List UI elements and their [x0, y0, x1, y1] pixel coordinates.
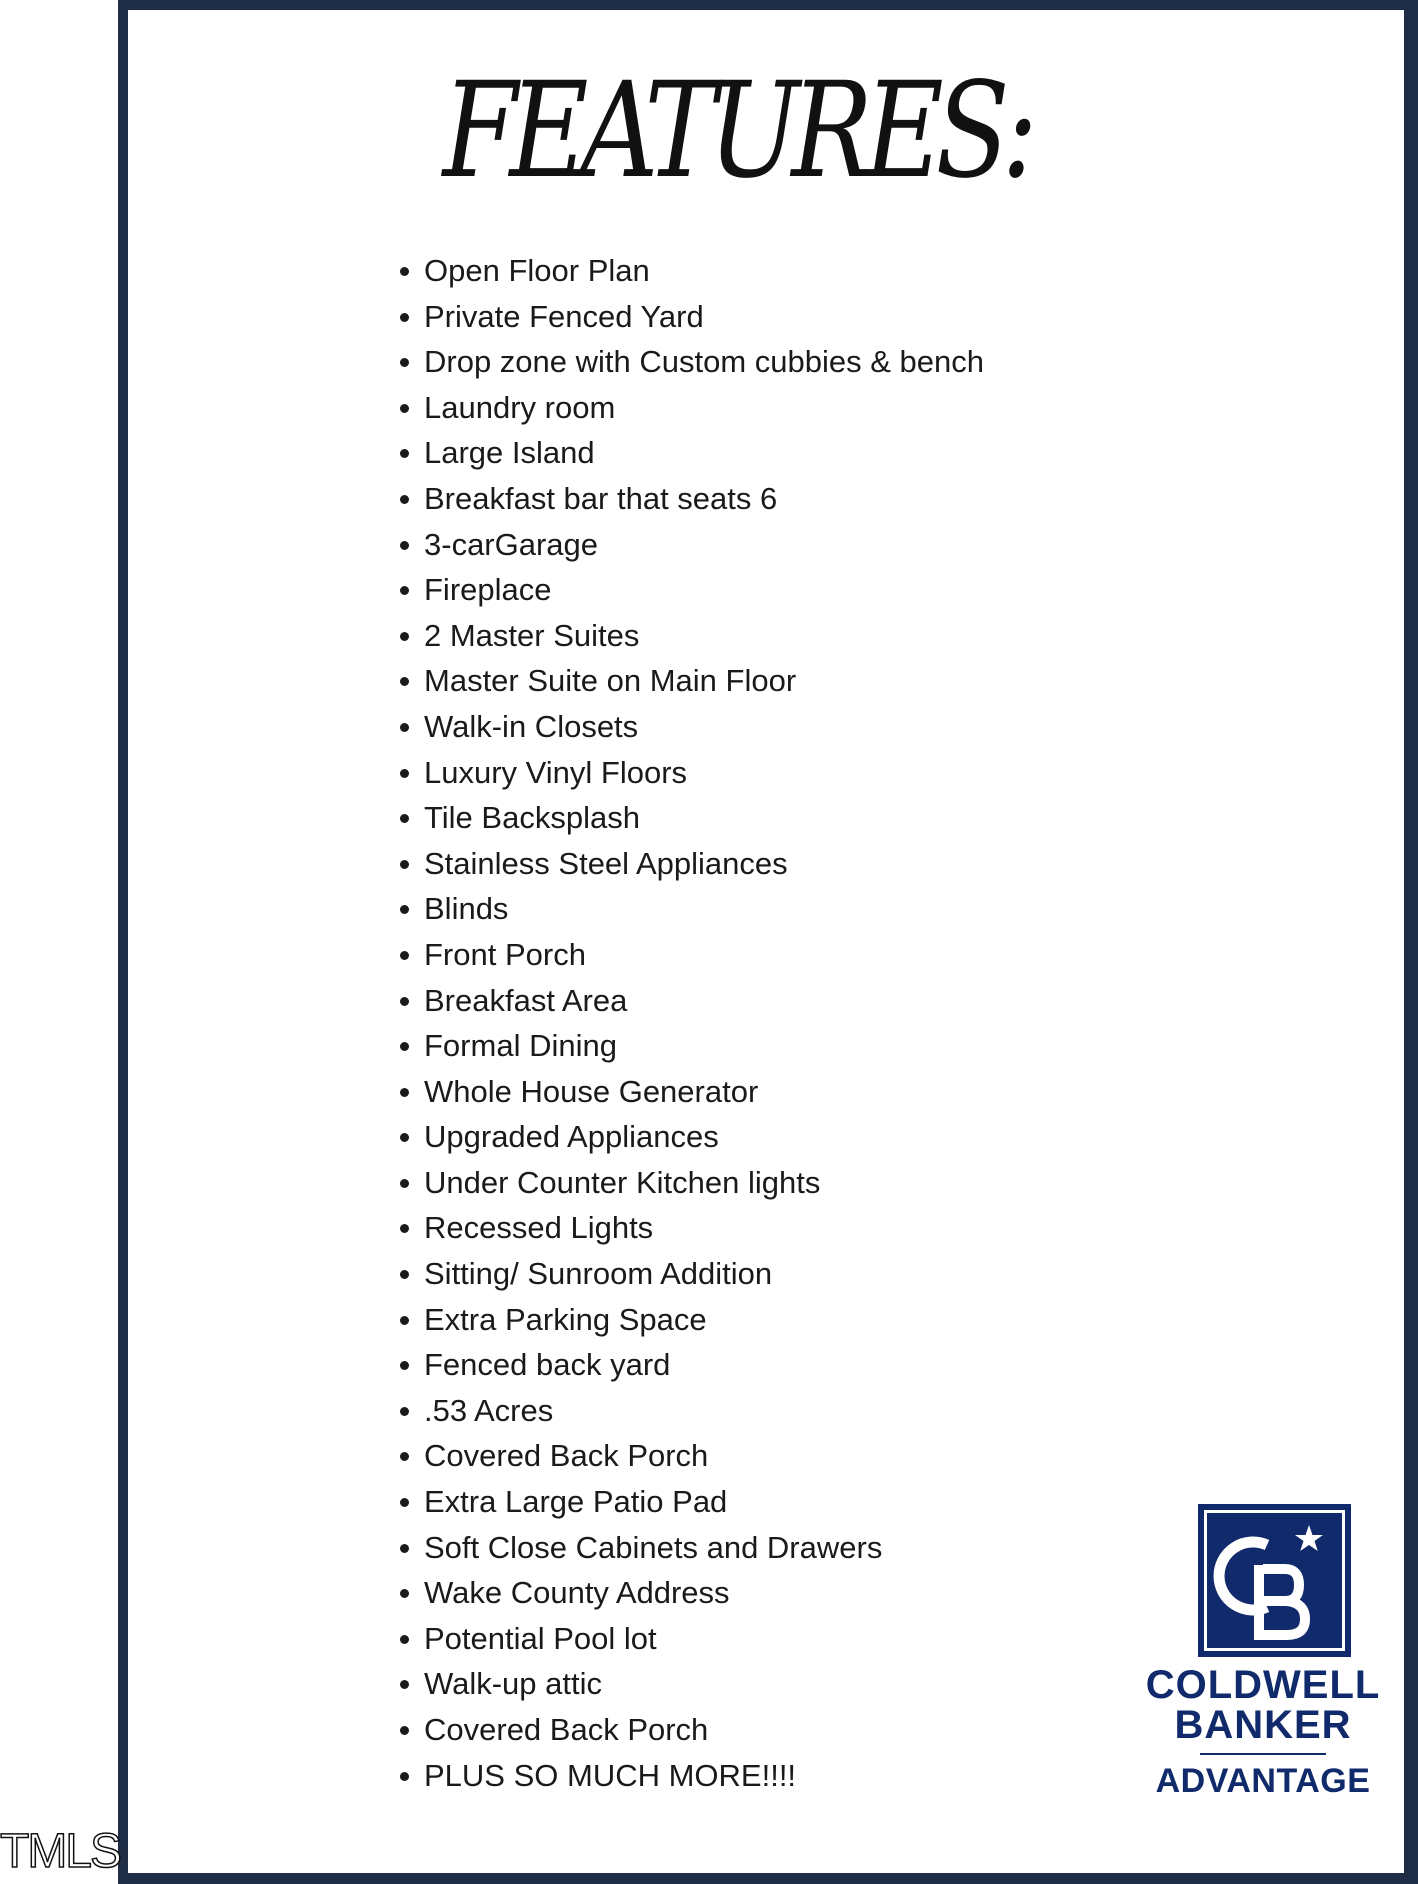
feature-text: Large Island — [424, 435, 595, 471]
feature-item — [400, 750, 984, 796]
bullet-icon — [400, 586, 409, 595]
feature-text: Fireplace — [424, 572, 552, 608]
feature-text: .53 Acres — [424, 1392, 554, 1428]
bullet-icon — [400, 951, 409, 960]
bullet-icon — [400, 1270, 409, 1279]
feature-text: Private Fenced Yard — [424, 298, 704, 334]
feature-item — [400, 1069, 984, 1115]
feature-item — [400, 339, 984, 385]
feature-item — [400, 1433, 984, 1479]
feature-item — [400, 1707, 984, 1753]
feature-item — [400, 1570, 984, 1616]
logo-badge — [1198, 1504, 1351, 1657]
cb-monogram-icon — [1201, 1507, 1348, 1654]
feature-text: Stainless Steel Appliances — [424, 845, 788, 881]
bullet-icon — [400, 1179, 409, 1188]
bullet-icon — [400, 1361, 409, 1370]
bullet-icon — [400, 1042, 409, 1051]
feature-text: Drop zone with Custom cubbies & bench — [424, 344, 985, 380]
bullet-icon — [400, 1133, 409, 1142]
feature-text: Soft Close Cabinets and Drawers — [424, 1529, 883, 1565]
feature-text: Formal Dining — [424, 1028, 617, 1064]
feature-text: PLUS SO MUCH MORE!!!! — [424, 1757, 797, 1793]
bullet-icon — [400, 404, 409, 413]
bullet-icon — [400, 905, 409, 914]
feature-item — [400, 613, 984, 659]
bullet-icon — [400, 1452, 409, 1461]
feature-item — [400, 1205, 984, 1251]
bullet-icon — [400, 769, 409, 778]
feature-item — [400, 841, 984, 887]
feature-item — [400, 1479, 984, 1525]
feature-text: Blinds — [424, 891, 509, 927]
feature-item — [400, 1023, 984, 1069]
feature-text: Tile Backsplash — [424, 800, 640, 836]
feature-text: Master Suite on Main Floor — [424, 663, 797, 699]
feature-text: Recessed Lights — [424, 1210, 654, 1246]
feature-item — [400, 1297, 984, 1343]
feature-text: Laundry room — [424, 389, 616, 425]
feature-item — [400, 476, 984, 522]
bullet-icon — [400, 1726, 409, 1735]
bullet-icon — [400, 313, 409, 322]
feature-text: Luxury Vinyl Floors — [424, 754, 688, 790]
feature-item — [400, 430, 984, 476]
feature-text: Upgraded Appliances — [424, 1119, 719, 1155]
bullet-icon — [400, 495, 409, 504]
logo-line-banker: BANKER — [1174, 1703, 1352, 1747]
feature-item — [400, 1251, 984, 1297]
feature-item — [400, 1616, 984, 1662]
feature-item — [400, 385, 984, 431]
left-margin — [0, 0, 121, 1884]
features-list — [400, 248, 984, 1798]
feature-item — [400, 248, 984, 294]
bullet-icon — [400, 632, 409, 641]
feature-text: Under Counter Kitchen lights — [424, 1164, 821, 1200]
bullet-icon — [400, 723, 409, 732]
bullet-icon — [400, 860, 409, 869]
feature-text: Extra Large Patio Pad — [424, 1484, 728, 1520]
bullet-icon — [400, 1635, 409, 1644]
feature-text: Potential Pool lot — [424, 1620, 657, 1656]
logo-line-coldwell: COLDWELL — [1145, 1663, 1381, 1707]
feature-text: Walk-up attic — [424, 1666, 603, 1702]
feature-text: Breakfast bar that seats 6 — [424, 480, 778, 516]
feature-item — [400, 1753, 984, 1799]
feature-text: Open Floor Plan — [424, 253, 650, 288]
bullet-icon — [400, 358, 409, 367]
logo-divider — [1200, 1753, 1326, 1755]
feature-item — [400, 795, 984, 841]
feature-text: Sitting/ Sunroom Addition — [424, 1256, 773, 1292]
page-title: FEATURES: — [442, 54, 1030, 208]
feature-item — [400, 1114, 984, 1160]
feature-item — [400, 522, 984, 568]
feature-text: Fenced back yard — [424, 1347, 671, 1383]
bullet-icon — [400, 1224, 409, 1233]
bullet-icon — [400, 449, 409, 458]
feature-item — [400, 932, 984, 978]
bullet-icon — [400, 1772, 409, 1781]
bullet-icon — [400, 814, 409, 823]
feature-text: Covered Back Porch — [424, 1712, 709, 1747]
coldwell-banker-logo — [1138, 1492, 1388, 1822]
bullet-icon — [400, 1407, 409, 1416]
feature-item — [400, 1342, 984, 1388]
feature-item — [400, 886, 984, 932]
feature-item — [400, 294, 984, 340]
feature-text: Extra Parking Space — [424, 1301, 707, 1337]
bullet-icon — [400, 1680, 409, 1689]
feature-item — [400, 1525, 984, 1571]
tmls-watermark: TMLS — [0, 1825, 121, 1878]
bullet-icon — [400, 267, 409, 276]
feature-text: Front Porch — [424, 936, 586, 972]
bullet-icon — [400, 1544, 409, 1553]
bullet-icon — [400, 1088, 409, 1097]
bullet-icon — [400, 997, 409, 1006]
bullet-icon — [400, 541, 409, 550]
feature-text: Wake County Address — [424, 1575, 730, 1611]
feature-text: Breakfast Area — [424, 982, 628, 1018]
logo-line-advantage: ADVANTAGE — [1155, 1762, 1371, 1800]
bullet-icon — [400, 1498, 409, 1507]
bullet-icon — [400, 1589, 409, 1598]
feature-text: Covered Back Porch — [424, 1438, 709, 1474]
feature-text: 3-carGarage — [424, 526, 599, 562]
feature-item — [400, 978, 984, 1024]
features-panel — [128, 10, 1404, 1873]
feature-item — [400, 1388, 984, 1434]
feature-item — [400, 1661, 984, 1707]
feature-text: Whole House Generator — [424, 1073, 759, 1109]
feature-item — [400, 567, 984, 613]
feature-text: Walk-in Closets — [424, 708, 639, 744]
feature-text: 2 Master Suites — [424, 617, 640, 653]
feature-item — [400, 704, 984, 750]
feature-item — [400, 658, 984, 704]
feature-item — [400, 1160, 984, 1206]
bullet-icon — [400, 1316, 409, 1325]
bullet-icon — [400, 677, 409, 686]
